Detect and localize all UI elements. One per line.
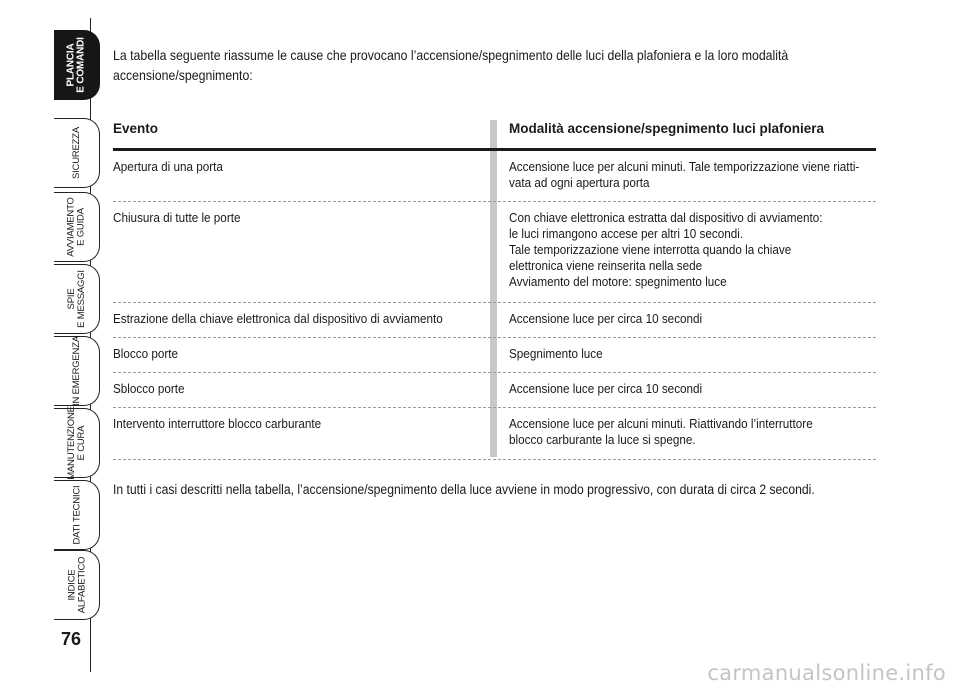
tab-label: DATI TECNICI [71,485,83,545]
tab-sicurezza[interactable] [54,118,100,188]
cell-mode: Accensione luce per alcuni minuti. Tale temporizzazione viene riatti- vata ad ogni apertura porta [509,159,860,190]
tab-label: INDICE ALFABETICO [66,556,88,614]
tab-label: MANUTENZIONE E CURA [66,406,88,480]
tab-avviamento-e-guida[interactable] [54,192,100,262]
cell-mode: Accensione luce per circa 10 secondi [509,311,703,326]
cell-event: Estrazione della chiave elettronica dal dispositivo di avviamento [113,311,443,326]
intro-paragraph: La tabella seguente riassume le cause che provocano l’accensione/spegnimento delle luci della plafoniera e la loro modalità accensione/spegnimento: [113,47,789,83]
tab-label: SICUREZZA [71,126,83,180]
cell-mode: Spegnimento luce [509,346,603,361]
tab-plancia-e-comandi[interactable] [54,30,100,100]
tab-label: PLANCIA E COMANDI [66,37,88,93]
tab-indice-alfabetico[interactable] [54,550,100,620]
table-row [113,151,876,202]
cell-event: Chiusura di tutte le porte [113,210,241,225]
tab-label: IN EMERGENZA [71,336,83,406]
cell-event: Intervento interruttore blocco carburante [113,416,322,431]
header-mode: Modalità accensione/spegnimento luci plafoniera [509,121,825,136]
chapter-tab-strip [0,0,100,692]
cell-event: Sblocco porte [113,381,185,396]
table-row [113,408,876,460]
header-event: Evento [113,121,159,136]
tab-label: AVVIAMENTO E GUIDA [66,197,88,257]
ceiling-light-table [113,118,876,460]
tab-dati-tecnici[interactable] [54,480,100,550]
cell-mode: Accensione luce per alcuni minuti. Riattivando l’interruttore blocco carburante la luce si spegne. [509,416,813,447]
tab-in-emergenza[interactable] [54,336,100,406]
footer-note: In tutti i casi descritti nella tabella, l’accensione/spegnimento della luce avviene in modo progressivo, con durata di circa 2 secondi. [113,482,815,497]
cell-event: Apertura di una porta [113,159,223,174]
cell-mode: Accensione luce per circa 10 secondi [509,381,703,396]
cell-event: Blocco porte [113,346,179,361]
tab-label: SPIE E MESSAGGI [66,270,87,328]
table-row [113,303,876,338]
watermark: carmanualsonline.info [707,661,946,685]
page-number: 76 [60,629,82,649]
table-row [113,202,876,303]
tab-spie-e-messaggi[interactable] [54,264,100,334]
cell-mode: Con chiave elettronica estratta dal dispositivo di avviamento: le luci rimangono accese per altri 10 secondi. Tale temporizzazione viene interrotta quando la chiave elettronica viene reinserita nella sede Avviamento del motore: spegnimento luce [509,210,823,289]
table-header [113,118,876,151]
table-row [113,338,876,373]
table-row [113,373,876,408]
tab-manutenzione-e-cura[interactable] [54,408,100,478]
